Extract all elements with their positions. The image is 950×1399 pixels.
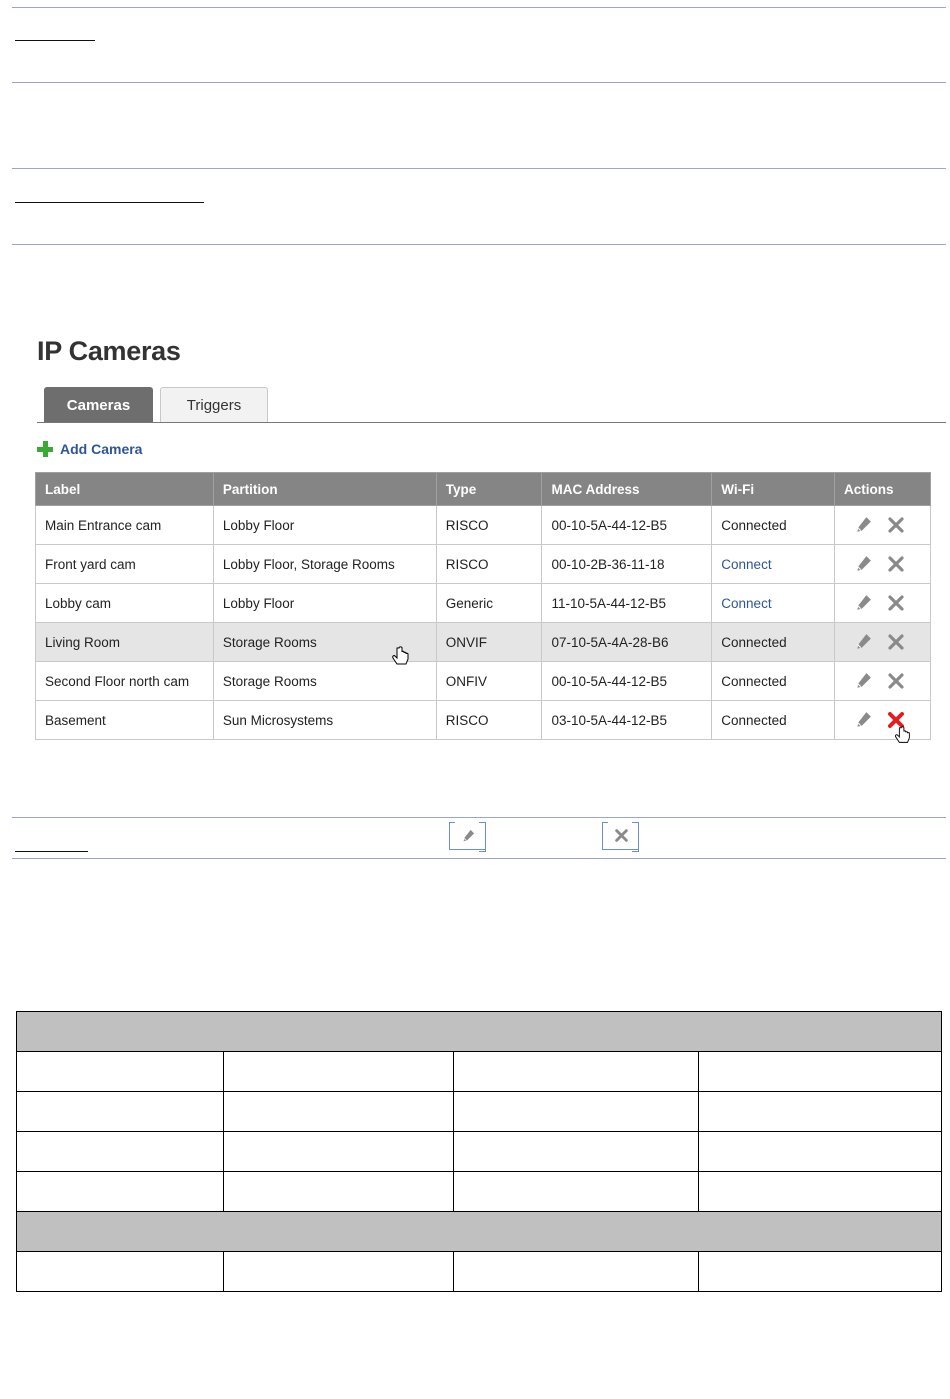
cell-partition: Storage Rooms [213,662,436,701]
underline-stub-2 [15,202,204,203]
table-header-row [36,473,931,506]
table-row[interactable] [36,662,931,701]
cell-mac: 00-10-2B-36-11-18 [542,545,712,584]
cell-partition: Storage Rooms [213,623,436,662]
table-row [17,1052,942,1092]
underline-stub-3 [15,851,88,852]
tab-cameras[interactable]: Cameras [44,387,153,423]
cell-type: RISCO [436,545,542,584]
cell-label: Lobby cam [36,584,214,623]
header-actions: Actions [835,473,931,506]
hand-cursor-icon [893,726,913,746]
table-group-row [17,1012,942,1052]
cell-partition: Lobby Floor [213,584,436,623]
table-row[interactable] [36,701,931,740]
close-icon[interactable] [888,634,904,650]
cell-type: ONFIV [436,662,542,701]
table-row [17,1172,942,1212]
cell-wifi: Connected [712,506,835,545]
cell-wifi: Connected [712,662,835,701]
cell-mac: 03-10-5A-44-12-B5 [542,701,712,740]
cell-partition: Lobby Floor [213,506,436,545]
header-wifi[interactable]: Wi-Fi [712,473,835,506]
cell-type: ONVIF [436,623,542,662]
cell-mac: 07-10-5A-4A-28-B6 [542,623,712,662]
cell-partition: Lobby Floor, Storage Rooms [213,545,436,584]
cell-actions [835,545,931,584]
pencil-icon[interactable] [854,555,872,573]
cameras-table [35,472,931,740]
header-mac-address[interactable]: MAC Address [542,473,712,506]
underline-stub-1 [15,40,95,41]
cell-partition: Sun Microsystems [213,701,436,740]
tab-triggers[interactable]: Triggers [160,387,268,423]
cell-mac: 00-10-5A-44-12-B5 [542,662,712,701]
pencil-icon [461,829,475,843]
tabs-underline [37,422,946,423]
cell-mac: 00-10-5A-44-12-B5 [542,506,712,545]
cell-wifi: Connected [712,701,835,740]
table-row [17,1132,942,1172]
pencil-icon[interactable] [854,711,872,729]
pencil-icon[interactable] [854,672,872,690]
document-table [16,1011,942,1292]
close-icon[interactable] [888,595,904,611]
table-row[interactable] [36,506,931,545]
cell-label: Front yard cam [36,545,214,584]
cell-label: Second Floor north cam [36,662,214,701]
legend-edit-box [449,822,486,850]
cell-actions [835,584,931,623]
divider-4 [12,244,946,245]
close-icon [615,829,628,842]
table-group-row [17,1212,942,1252]
cell-mac: 11-10-5A-44-12-B5 [542,584,712,623]
page-title: IP Cameras [37,336,181,366]
pencil-icon[interactable] [854,633,872,651]
plus-icon [37,441,53,457]
cell-actions [835,701,931,740]
table-row [17,1252,942,1292]
table-row[interactable] [36,545,931,584]
table-row[interactable] [36,623,931,662]
wifi-connect-link[interactable]: Connect [712,545,835,584]
add-camera-button[interactable] [37,441,142,457]
legend-delete-box [602,822,639,850]
divider-2 [12,82,946,83]
pencil-icon[interactable] [854,594,872,612]
cell-type: RISCO [436,701,542,740]
cell-actions [835,662,931,701]
hand-cursor-icon [390,646,412,668]
cell-label: Basement [36,701,214,740]
divider-6 [12,858,946,859]
table-row[interactable] [36,584,931,623]
pencil-icon[interactable] [854,516,872,534]
header-type[interactable]: Type [436,473,542,506]
add-camera-label: Add Camera [60,441,143,457]
close-icon[interactable] [888,673,904,689]
cell-actions [835,506,931,545]
cell-label: Living Room [36,623,214,662]
divider-5 [12,817,946,818]
close-icon[interactable] [888,556,904,572]
divider-1 [12,7,946,8]
cell-type: RISCO [436,506,542,545]
header-partition[interactable]: Partition [213,473,436,506]
cell-label: Main Entrance cam [36,506,214,545]
cell-type: Generic [436,584,542,623]
wifi-connect-link[interactable]: Connect [712,584,835,623]
divider-3 [12,168,946,169]
close-icon[interactable] [888,517,904,533]
cell-actions [835,623,931,662]
cell-wifi: Connected [712,623,835,662]
header-label[interactable]: Label [36,473,214,506]
table-row [17,1092,942,1132]
